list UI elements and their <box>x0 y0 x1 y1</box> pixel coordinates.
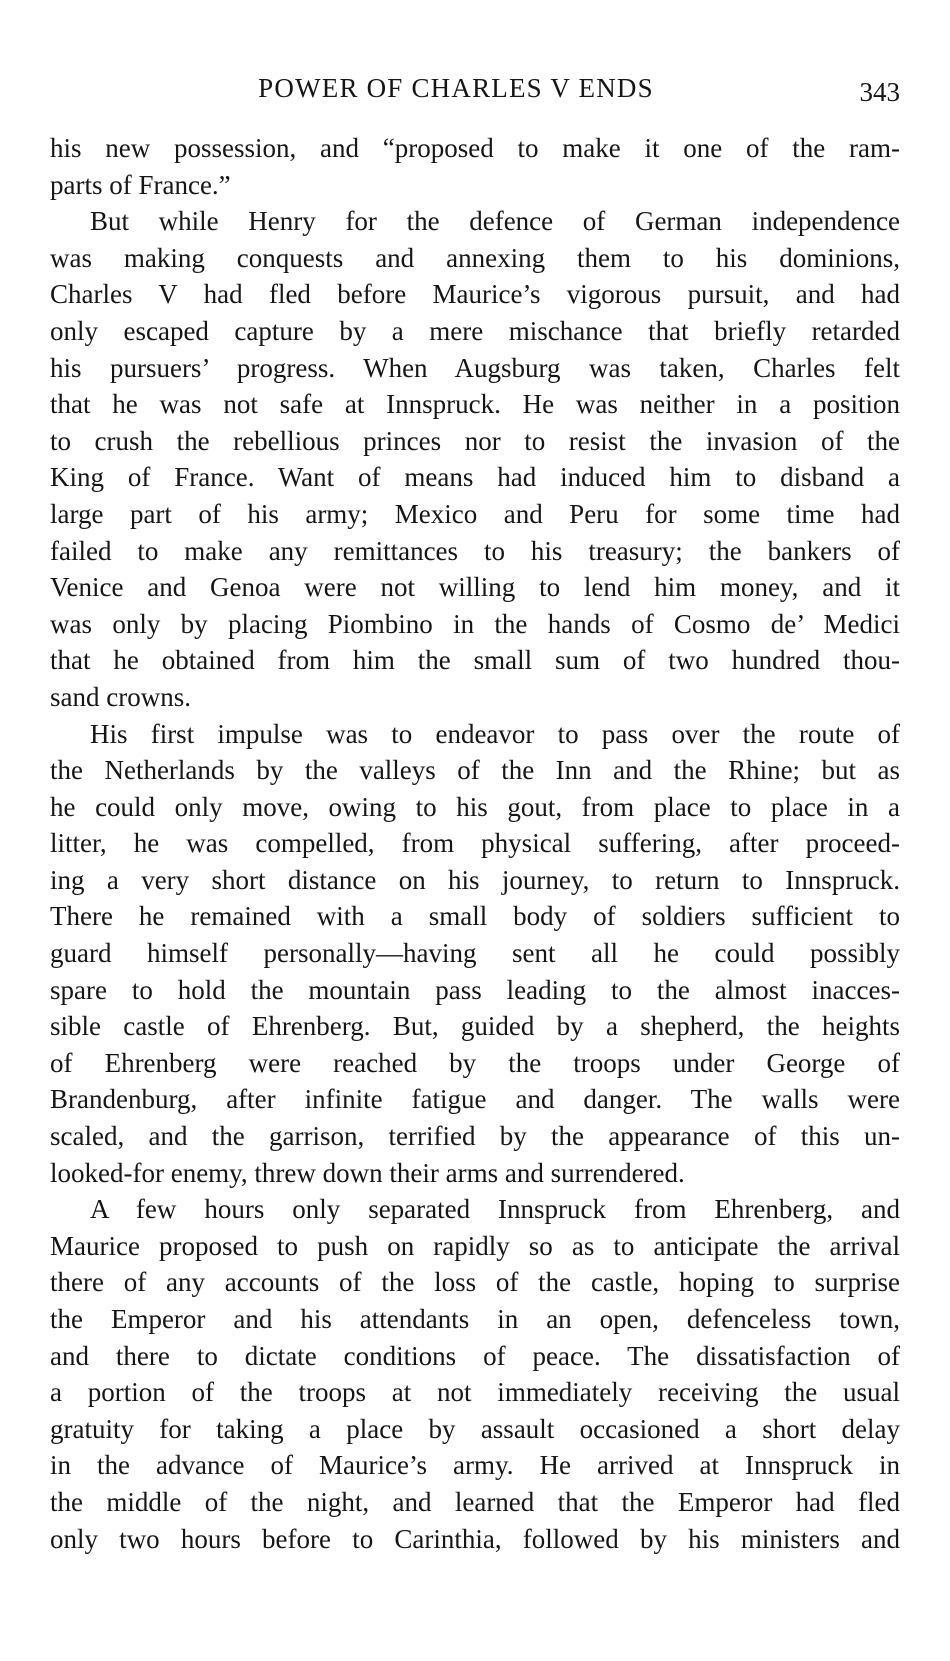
text-line: a portion of the troops at not immediately receiving the usual <box>50 1377 900 1408</box>
text-line: There he remained with a small body of soldiers sufficient to <box>50 901 900 932</box>
text-line: the middle of the night, and learned that the Emperor had fled <box>50 1486 900 1517</box>
text-line: to crush the rebellious princes nor to resist the invasion of the <box>50 425 900 456</box>
text-line: only two hours before to Carinthia, followed by his ministers and <box>50 1523 900 1554</box>
text-line: But while Henry for the defence of German independence <box>90 206 900 237</box>
text-line: large part of his army; Mexico and Peru for some time had <box>50 498 900 529</box>
text-line: his pursuers’ progress. When Augsburg was taken, Charles felt <box>50 352 900 383</box>
body-text <box>50 130 900 1557</box>
text-line: King of France. Want of means had induced him to disband a <box>50 462 900 493</box>
text-line: of Ehrenberg were reached by the troops under George of <box>50 1047 900 1078</box>
text-line: and there to dictate conditions of peace. The dissatisfaction of <box>50 1340 900 1371</box>
text-line: looked-for enemy, threw down their arms and surrendered. <box>50 1157 685 1188</box>
text-line: only escaped capture by a mere mischance that briefly retarded <box>50 315 900 346</box>
text-line: litter, he was compelled, from physical suffering, after proceed- <box>50 828 900 859</box>
text-line: Brandenburg, after infinite fatigue and danger. The walls were <box>50 1084 900 1115</box>
page-number: 343 <box>859 77 900 107</box>
text-line: was making conquests and annexing them to his dominions, <box>50 242 900 273</box>
running-head <box>52 68 900 108</box>
text-line: sible castle of Ehrenberg. But, guided by a shepherd, the heights <box>50 1011 900 1042</box>
text-line: Maurice proposed to push on rapidly so as to anticipate the arrival <box>50 1230 900 1261</box>
running-title: POWER OF CHARLES V ENDS <box>258 73 654 103</box>
text-line: Charles V had fled before Maurice’s vigorous pursuit, and had <box>50 279 900 310</box>
text-line: His first impulse was to endeavor to pass over the route of <box>90 718 900 749</box>
text-line: his new possession, and “proposed to make it one of the ram- <box>50 133 900 163</box>
text-line: guard himself personally—having sent all he could possibly <box>50 938 900 969</box>
text-line: was only by placing Piombino in the hands of Cosmo de’ Medici <box>50 608 900 639</box>
text-line: he could only move, owing to his gout, from place to place in a <box>50 791 900 822</box>
text-line: the Emperor and his attendants in an open, defenceless town, <box>50 1304 900 1334</box>
text-line: that he obtained from him the small sum of two hundred thou- <box>50 645 900 676</box>
text-line: in the advance of Maurice’s army. He arrived at Innspruck in <box>50 1450 900 1481</box>
text-line: failed to make any remittances to his treasury; the bankers of <box>50 535 900 566</box>
text-line: scaled, and the garrison, terrified by the appearance of this un- <box>50 1121 900 1152</box>
text-line: ing a very short distance on his journey, to return to Innspruck. <box>50 864 900 895</box>
text-line: sand crowns. <box>50 681 191 712</box>
text-line: there of any accounts of the loss of the castle, hoping to surprise <box>50 1267 900 1298</box>
text-line: gratuity for taking a place by assault occasioned a short delay <box>50 1413 900 1444</box>
text-line: that he was not safe at Innspruck. He was neither in a position <box>50 389 900 420</box>
text-line: spare to hold the mountain pass leading to the almost inacces- <box>50 974 900 1005</box>
text-line: the Netherlands by the valleys of the Inn and the Rhine; but as <box>50 755 900 786</box>
text-line: parts of France.” <box>50 169 231 200</box>
text-line: A few hours only separated Innspruck from Ehrenberg, and <box>90 1194 900 1225</box>
text-line: Venice and Genoa were not willing to lend him money, and it <box>50 572 900 603</box>
